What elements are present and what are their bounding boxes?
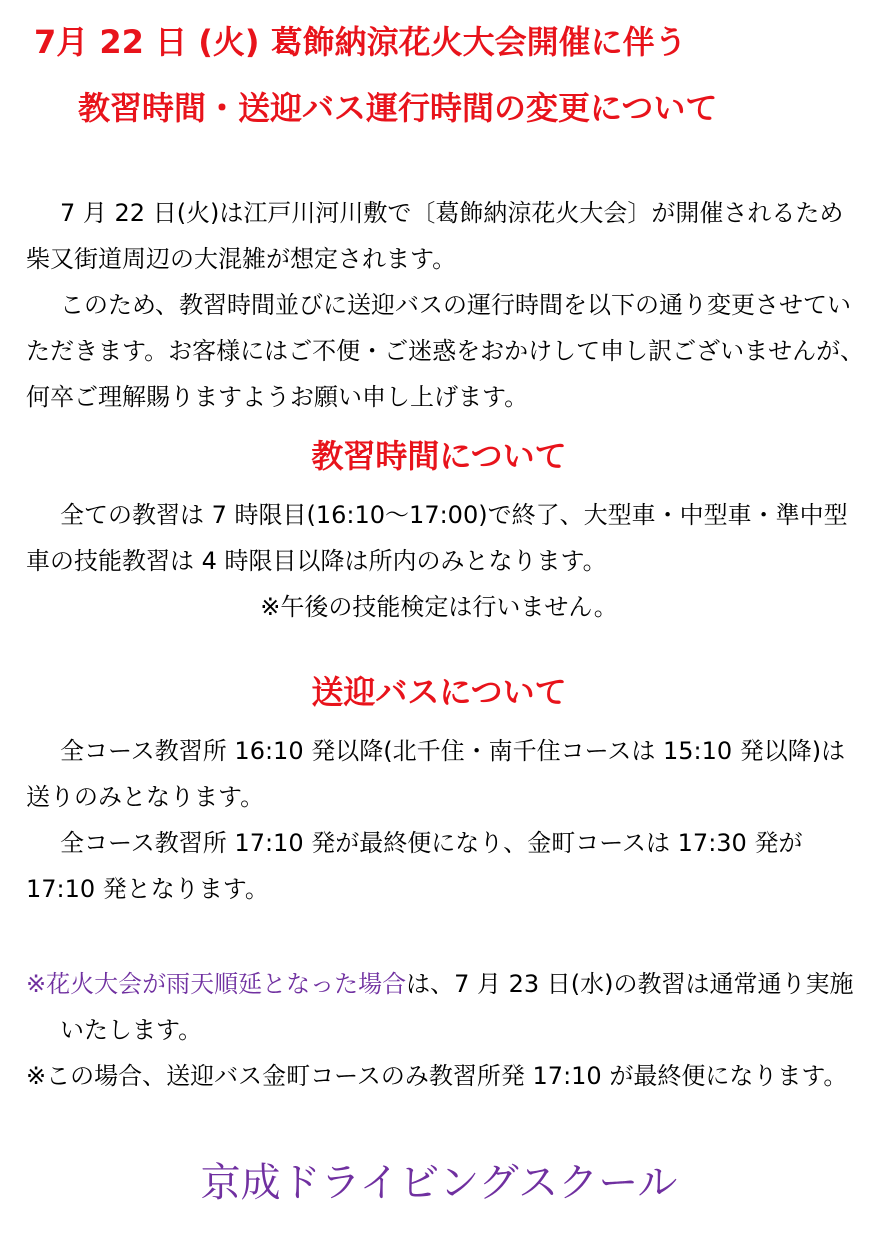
shuttle-paragraph-2-text: 全コース教習所 17:10 発が最終便になり、金町コースは 17:30 発が 17:10 発となります。: [26, 829, 803, 903]
notice-title-line2: 教習時間・送迎バス運行時間の変更について: [78, 89, 718, 127]
rain-postpone-rest: は、7 月 23 日(水)の教習は通常通り実施いたします。: [60, 970, 854, 1044]
kanamachi-course-note: ※この場合、送迎バス金町コースのみ教習所発 17:10 が最終便になります。: [26, 1062, 848, 1090]
rain-postpone-highlight: 花火大会が雨天順延となった場合: [46, 970, 407, 998]
skill-test-note: ※午後の技能検定は行いません。: [260, 593, 618, 621]
school-name: 京成ドライビングスクール: [200, 1160, 678, 1206]
notice-title-line1: 7月 22 日 (火) 葛飾納涼花火大会開催に伴う: [34, 23, 687, 61]
section-heading-lesson-time: 教習時間について: [311, 437, 567, 475]
rain-postpone-note: [26, 961, 866, 1053]
note-mark: ※: [26, 970, 47, 998]
section-heading-shuttle-bus: 送迎バスについて: [311, 673, 567, 711]
intro-paragraph-2-text: このため、教習時間並びに送迎バスの運行時間を以下の通り変更させていただきます。お客様にはご不便・ご迷惑をおかけして申し訳ございませんが、何卒ご理解賜りますようお願い申し上げます。: [26, 291, 865, 411]
shuttle-paragraph-1: [26, 728, 866, 820]
notes-block: [26, 961, 866, 1099]
intro-paragraph-2: [26, 282, 866, 420]
intro-paragraph-1: [26, 190, 866, 282]
lesson-time-paragraph: [26, 492, 866, 584]
lesson-time-text: 全ての教習は 7 時限目(16:10〜17:00)で終了、大型車・中型車・準中型車の技能教習は 4 時限目以降は所内のみとなります。: [26, 501, 848, 575]
intro-paragraph-1-text: 7 月 22 日(火)は江戸川河川敷で〔葛飾納涼花火大会〕が開催されるため柴又街道周辺の大混雑が想定されます。: [26, 199, 844, 273]
shuttle-paragraph-2: [26, 820, 866, 912]
shuttle-paragraph-1-text: 全コース教習所 16:10 発以降(北千住・南千住コースは 15:10 発以降)は送りのみとなります。: [26, 737, 846, 811]
